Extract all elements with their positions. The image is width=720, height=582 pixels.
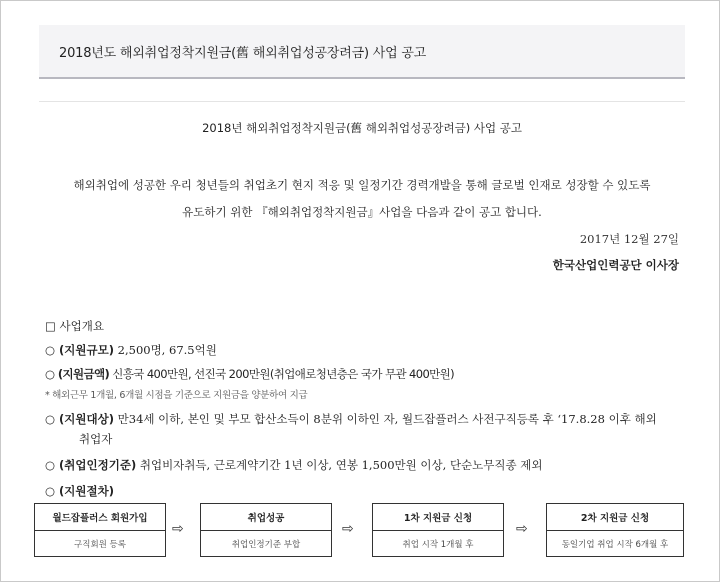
support-scale-value: 2,500명, 67.5억원 [114, 343, 217, 357]
support-amount-value: 신흥국 400만원, 선진국 200만원(취업애로청년층은 국가 무관 400만원) [109, 367, 455, 381]
procedure-step-employment [200, 503, 332, 557]
arrow-right-icon: ⇨ [342, 521, 354, 537]
procedure-step-sub: 구직회원 등록 [74, 540, 126, 550]
support-scale-label: ○ (지원규모) [45, 343, 114, 357]
issuer-name: 한국산업인력공단 이사장 [552, 258, 679, 272]
procedure-step-sub: 취업인정기준 부합 [231, 540, 301, 550]
procedure-step-sub: 동일기업 취업 시작 6개월 후 [561, 540, 669, 550]
procedure-step-title: 2차 지원금 신청 [547, 504, 683, 531]
announcement-date: 2017년 12월 27일 [579, 232, 679, 246]
procedure-step-signup [34, 503, 166, 557]
procedure-step-sub: 취업 시작 1개월 후 [402, 540, 474, 550]
overview-heading: □ 사업개요 [45, 319, 104, 333]
notice-header-title: 2018년도 해외취업정착지원금(舊 해외취업성공장려금) 사업 공고 [59, 45, 427, 61]
document-title: 2018년 해외취업정착지원금(舊 해외취업성공장려금) 사업 공고 [202, 121, 522, 135]
arrow-right-icon: ⇨ [172, 521, 184, 537]
support-scale-item [45, 342, 217, 358]
eligibility-label: ○ (지원대상) [45, 412, 114, 426]
header-divider [39, 101, 685, 102]
employment-criteria-item [45, 457, 542, 473]
support-amount-note: * 해외근무 1개월, 6개월 시점을 기준으로 지원금을 양분하여 지급 [45, 390, 308, 401]
intro-line-2: 유도하기 위한 『해외취업정착지원금』사업을 다음과 같이 공고 합니다. [182, 205, 542, 219]
employment-criteria-value: 취업비자취득, 근로계약기간 1년 이상, 연봉 1,500만원 이상, 단순노무직종 제외 [136, 458, 543, 472]
procedure-step-title: 1차 지원금 신청 [373, 504, 503, 531]
eligibility-value: 만34세 이하, 본인 및 부모 합산소득이 8분위 이하인 자, 월드잡플러스 사전구직등록 후 ‘17.8.28 이후 해외 [114, 412, 657, 426]
procedure-step-second-claim [546, 503, 684, 557]
procedure-label: ○ (지원절차) [45, 484, 114, 498]
procedure-step-title: 취업성공 [201, 504, 331, 531]
employment-criteria-label: ○ (취업인정기준) [45, 458, 137, 472]
notice-header [39, 25, 685, 79]
arrow-right-icon: ⇨ [516, 521, 528, 537]
procedure-step-title: 월드잡플러스 회원가입 [35, 504, 165, 531]
support-amount-item [45, 366, 454, 382]
procedure-step-first-claim [372, 503, 504, 557]
intro-line-1: 해외취업에 성공한 우리 청년들의 취업초기 현지 적응 및 일정기간 경력개발을 통해 글로벌 인재로 성장할 수 있도록 [73, 178, 651, 192]
procedure-flow [34, 503, 684, 557]
eligibility-item [45, 411, 657, 427]
eligibility-value-cont: 취업자 [79, 432, 113, 446]
support-amount-label: ○ (지원금액) [45, 367, 110, 381]
